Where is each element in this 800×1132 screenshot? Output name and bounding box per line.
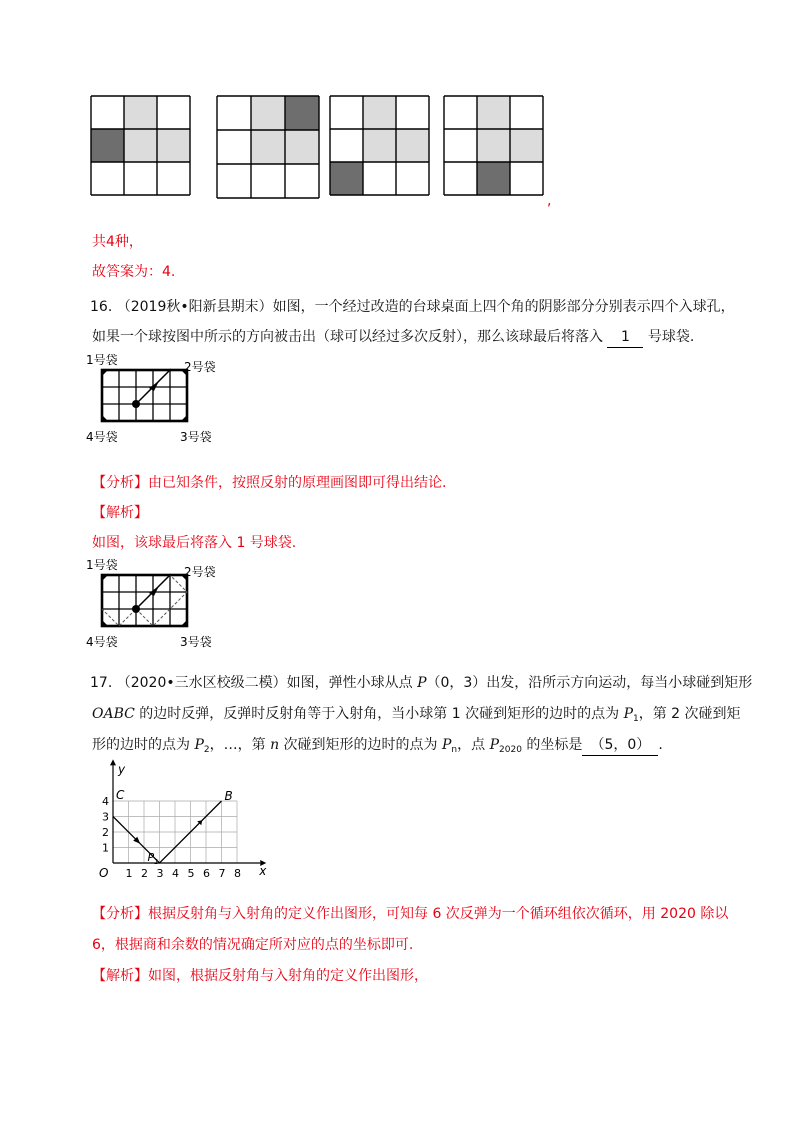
x-tick-label: 4	[172, 867, 179, 880]
q17-number: 17.	[90, 675, 113, 691]
q17-n: n	[270, 737, 280, 753]
grid-2	[217, 96, 319, 198]
y-axis-label: y	[118, 762, 126, 777]
bag2-label: 2号袋	[184, 360, 216, 374]
x-tick-label: 8	[234, 867, 241, 880]
q17-line3-a: 形的边时的点为	[92, 737, 195, 753]
y-tick-label: 3	[102, 810, 109, 824]
q17-line3-c: 次碰到矩形的边时的点为	[279, 737, 442, 753]
q17-solution: 【解析】如图，根据反射角与入射角的定义作出图形，	[92, 968, 428, 984]
point-p1-subscript: 1	[154, 858, 159, 866]
q17-oabc: OABC	[92, 706, 135, 722]
q17-line1	[90, 673, 752, 693]
grid-light-cell	[157, 129, 190, 162]
x-tick-label: 1	[125, 867, 133, 880]
grid-light-cell	[396, 129, 429, 162]
q17-line1-b: （0，3）出发，沿所示方向运动，每当小球碰到矩形	[426, 675, 753, 691]
q16-solution: 如图，该球最后将落入 1 号球袋.	[92, 535, 297, 551]
x-tick-label: 6	[203, 867, 210, 880]
q17-p2020-sub: 2020	[499, 745, 522, 755]
grid-light-cell	[510, 129, 543, 162]
grid-light-cell	[477, 129, 510, 162]
q17-p1-sub: 1	[633, 714, 639, 724]
q16-solution-figure	[80, 553, 240, 653]
q16-source: （2019秋•阳新县期末）	[116, 299, 273, 315]
x-axis-label: x	[259, 864, 267, 878]
q17-line3-d: ，点	[457, 737, 490, 753]
q16-answer-blank: 1	[607, 327, 643, 348]
x-tick-label: 3	[156, 867, 164, 880]
q17-pn: P	[442, 737, 452, 753]
grid-light-cell	[285, 130, 319, 164]
point-b-label: B	[224, 789, 233, 803]
bag1-label: 1号袋	[86, 353, 118, 367]
total-line: 共4种，	[92, 234, 143, 250]
q17-line2-a: 的边时反弹，反弹时反射角等于入射角，当小球第 1 次碰到矩形的边时的点为	[134, 706, 624, 722]
grid-light-cell	[251, 130, 285, 164]
grid-4	[444, 96, 543, 195]
point-p1-label: $P_1$	[147, 851, 159, 866]
answer-line: 故答案为：4.	[92, 264, 176, 280]
grid-light-cell	[477, 96, 510, 129]
q16-line1-text: 如图，一个经过改造的台球桌面上四个角的阴影部分分别表示四个入球孔，	[272, 299, 735, 315]
grid-light-cell	[363, 96, 396, 129]
grid-comma: ,	[547, 193, 552, 209]
x-tick-label: 7	[218, 867, 226, 880]
q17-source: （2020•三水区校级二模）	[116, 675, 287, 691]
q16-line2-post: 号球袋.	[647, 329, 695, 345]
q17-point-p: P	[417, 675, 427, 691]
grid-light-cell	[124, 129, 157, 162]
q16-analysis: 【分析】由已知条件，按照反射的原理画图即可得出结论.	[92, 475, 447, 491]
q16-number: 16.	[90, 299, 113, 315]
pocket-corner	[181, 415, 187, 421]
q16-figure	[80, 348, 240, 448]
q16-solution-tag: 【解析】	[92, 505, 148, 521]
q17-analysis-1: 【分析】根据反射角与入射角的定义作出图形，可知每 6 次反弹为一个循环组依次循环，用 2020 除以	[92, 906, 729, 922]
bag4-label: 4号袋	[86, 635, 118, 649]
grid-light-cell	[124, 96, 157, 129]
grid-dark-cell	[285, 96, 319, 130]
q17-line2	[92, 704, 741, 729]
bag4-label: 4号袋	[86, 430, 118, 444]
bag3-label: 3号袋	[180, 635, 212, 649]
q16-line2-text: 如果一个球按图中所示的方向被击出（球可以经过多次反射），那么该球最后将落入	[92, 329, 603, 345]
grid-light-cell	[363, 129, 396, 162]
bag3-label: 3号袋	[180, 430, 212, 444]
bag1-label: 1号袋	[86, 558, 118, 572]
q16-line2	[92, 327, 694, 348]
q17-analysis-2: 6，根据商和余数的情况确定所对应的点的坐标即可.	[92, 937, 414, 953]
ball	[132, 605, 140, 613]
y-tick-label: 4	[102, 795, 109, 808]
q17-pn-sub: n	[451, 745, 458, 755]
q17-line3-b: ，…，第	[209, 737, 271, 753]
q17-figure	[85, 742, 265, 887]
y-tick-label: 1	[102, 841, 109, 855]
bag2-label: 2号袋	[184, 565, 216, 579]
grid-light-cell	[251, 96, 285, 130]
origin-label: O	[99, 866, 109, 880]
q17-answer-blank: （5，0）	[582, 735, 658, 756]
q17-line3-end: .	[658, 737, 663, 753]
grid-3	[330, 96, 429, 195]
q17-line1-a: 如图，弹性小球从点	[286, 675, 418, 691]
q17-p2-sub: 2	[203, 745, 210, 755]
grid-1	[91, 96, 190, 195]
y-tick-label: 2	[102, 826, 109, 839]
q16-line1	[90, 297, 735, 317]
grid-dark-cell	[330, 162, 363, 195]
y-axis-arrow	[110, 759, 116, 765]
q17-p1: P	[623, 706, 633, 722]
x-tick-label: 5	[187, 867, 195, 880]
q17-p2: P	[194, 737, 204, 753]
grid-dark-cell	[91, 129, 124, 162]
q17-p2020: P	[489, 737, 500, 753]
q17-line3-e: 的坐标是	[521, 737, 583, 753]
ball	[132, 400, 140, 408]
q17-line2-b: ，第 2 次碰到矩	[638, 706, 741, 722]
grid-figures	[0, 0, 800, 215]
grid-dark-cell	[477, 162, 510, 195]
x-tick-label: 2	[141, 867, 148, 880]
point-c-label: C	[116, 788, 125, 802]
